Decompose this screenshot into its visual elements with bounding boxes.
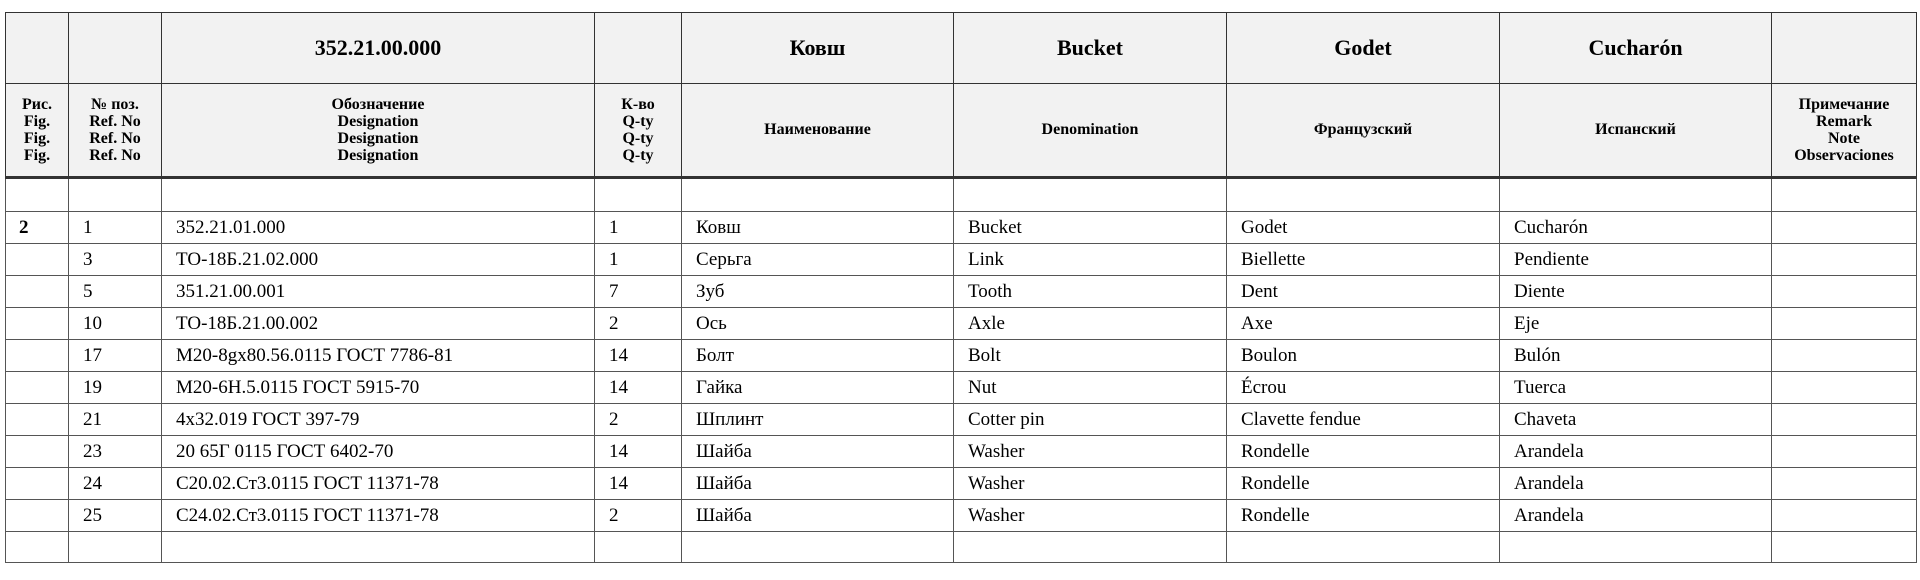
cell-name-en: Bolt — [954, 340, 1227, 372]
cell-name-ru: Серьга — [682, 244, 954, 276]
cell-qty: 14 — [595, 468, 682, 500]
cell-name-es: Arandela — [1500, 468, 1772, 500]
cell-ref: 23 — [69, 436, 162, 468]
cell-fig — [6, 436, 69, 468]
cell-name-fr: Clavette fendue — [1227, 404, 1500, 436]
col-header-designation-line: Designation — [337, 130, 419, 147]
table-row — [6, 340, 1917, 372]
cell-qty: 14 — [595, 436, 682, 468]
cell-ref: 5 — [69, 276, 162, 308]
header-empty-fig — [6, 13, 69, 84]
cell-ref: 21 — [69, 404, 162, 436]
cell-fig — [6, 372, 69, 404]
table-row — [6, 404, 1917, 436]
table-row — [6, 276, 1917, 308]
col-header-qty-line: Q-ty — [622, 130, 654, 147]
col-header-es: Испанский — [1500, 84, 1772, 178]
col-header-remark-line: Примечание — [1798, 96, 1890, 113]
cell-name-fr: Godet — [1227, 212, 1500, 244]
col-header-designation-line: Обозначение — [331, 96, 425, 113]
cell-remark — [1772, 436, 1917, 468]
cell-fig — [6, 340, 69, 372]
cell-name-ru: Шайба — [682, 500, 954, 532]
table-row — [6, 212, 1917, 244]
cell-fig — [6, 244, 69, 276]
cell-remark — [1772, 308, 1917, 340]
cell-name-ru: Болт — [682, 340, 954, 372]
cell-name-fr: Boulon — [1227, 340, 1500, 372]
cell-name-es: Arandela — [1500, 436, 1772, 468]
col-header-remark-line: Note — [1828, 130, 1860, 147]
cell-name-es: Diente — [1500, 276, 1772, 308]
cell-name-en: Bucket — [954, 212, 1227, 244]
cell-name-en: Washer — [954, 436, 1227, 468]
col-header-remark-line: Remark — [1816, 113, 1872, 130]
cell-ref: 10 — [69, 308, 162, 340]
cell-designation: М20-8gх80.56.0115 ГОСТ 7786-81 — [162, 340, 595, 372]
cell-ref: 3 — [69, 244, 162, 276]
header-name-ru: Ковш — [682, 13, 954, 84]
cell-qty: 2 — [595, 308, 682, 340]
cell-remark — [1772, 244, 1917, 276]
cell-name-fr: Écrou — [1227, 372, 1500, 404]
cell-fig — [6, 308, 69, 340]
cell-remark — [1772, 340, 1917, 372]
cell-remark — [1772, 212, 1917, 244]
cell-qty: 2 — [595, 500, 682, 532]
col-header-remark — [1772, 84, 1917, 178]
header-empty-qty — [595, 13, 682, 84]
cell-name-es: Tuerca — [1500, 372, 1772, 404]
header-row-top — [6, 13, 1917, 84]
col-header-remark-line: Observaciones — [1794, 147, 1894, 164]
col-header-ref-line: № поз. — [91, 96, 139, 113]
cell-ref: 1 — [69, 212, 162, 244]
cell-name-es: Pendiente — [1500, 244, 1772, 276]
cell-name-es: Chaveta — [1500, 404, 1772, 436]
cell-name-fr: Rondelle — [1227, 436, 1500, 468]
parts-table — [5, 12, 1917, 563]
cell-fig — [6, 276, 69, 308]
cell-qty: 14 — [595, 340, 682, 372]
cell-name-ru: Ковш — [682, 212, 954, 244]
col-header-ref-line: Ref. No — [89, 147, 141, 164]
header-empty-remark — [1772, 13, 1917, 84]
cell-name-fr: Biellette — [1227, 244, 1500, 276]
cell-designation: 4х32.019 ГОСТ 397-79 — [162, 404, 595, 436]
cell-name-en: Cotter pin — [954, 404, 1227, 436]
col-header-fig-line: Fig. — [23, 147, 51, 164]
cell-name-en: Link — [954, 244, 1227, 276]
table-row — [6, 372, 1917, 404]
cell-ref: 24 — [69, 468, 162, 500]
cell-name-en: Tooth — [954, 276, 1227, 308]
cell-name-en: Nut — [954, 372, 1227, 404]
cell-qty: 1 — [595, 244, 682, 276]
cell-name-es: Eje — [1500, 308, 1772, 340]
cell-name-ru: Шайба — [682, 468, 954, 500]
parts-table-body — [6, 178, 1917, 563]
cell-name-es: Arandela — [1500, 500, 1772, 532]
cell-remark — [1772, 404, 1917, 436]
col-header-qty-line: Q-ty — [622, 113, 654, 130]
cell-name-fr: Rondelle — [1227, 500, 1500, 532]
col-header-fig-line: Fig. — [23, 113, 51, 130]
cell-name-fr: Rondelle — [1227, 468, 1500, 500]
cell-designation: ТО-18Б.21.02.000 — [162, 244, 595, 276]
col-header-en: Denomination — [954, 84, 1227, 178]
col-header-fr: Французский — [1227, 84, 1500, 178]
cell-qty: 2 — [595, 404, 682, 436]
cell-qty: 1 — [595, 212, 682, 244]
cell-name-fr: Axe — [1227, 308, 1500, 340]
cell-name-ru: Шплинт — [682, 404, 954, 436]
cell-fig — [6, 500, 69, 532]
cell-name-en: Washer — [954, 468, 1227, 500]
header-name-en: Bucket — [954, 13, 1227, 84]
cell-name-fr: Dent — [1227, 276, 1500, 308]
cell-ref: 25 — [69, 500, 162, 532]
cell-name-ru: Ось — [682, 308, 954, 340]
table-row — [6, 468, 1917, 500]
table-row — [6, 244, 1917, 276]
col-header-ref-line: Ref. No — [89, 113, 141, 130]
col-header-designation-line: Designation — [337, 147, 419, 164]
table-row-blank — [6, 178, 1917, 212]
col-header-ref — [69, 84, 162, 178]
cell-designation: 352.21.01.000 — [162, 212, 595, 244]
cell-qty: 7 — [595, 276, 682, 308]
header-name-fr: Godet — [1227, 13, 1500, 84]
cell-remark — [1772, 276, 1917, 308]
cell-qty: 14 — [595, 372, 682, 404]
col-header-designation — [162, 84, 595, 178]
cell-remark — [1772, 372, 1917, 404]
cell-name-ru: Зуб — [682, 276, 954, 308]
cell-designation: М20-6Н.5.0115 ГОСТ 5915-70 — [162, 372, 595, 404]
cell-ref: 19 — [69, 372, 162, 404]
cell-designation: ТО-18Б.21.00.002 — [162, 308, 595, 340]
cell-name-es: Cucharón — [1500, 212, 1772, 244]
col-header-ref-line: Ref. No — [89, 130, 141, 147]
cell-name-ru: Шайба — [682, 436, 954, 468]
col-header-fig-line: Рис. — [21, 96, 53, 113]
cell-ref: 17 — [69, 340, 162, 372]
col-header-fig — [6, 84, 69, 178]
header-name-es: Cucharón — [1500, 13, 1772, 84]
header-empty-ref — [69, 13, 162, 84]
table-row — [6, 500, 1917, 532]
col-header-fig-line: Fig. — [23, 130, 51, 147]
table-row — [6, 308, 1917, 340]
header-designation-code: 352.21.00.000 — [162, 13, 595, 84]
cell-name-en: Washer — [954, 500, 1227, 532]
col-header-qty — [595, 84, 682, 178]
cell-designation: С24.02.Ст3.0115 ГОСТ 11371-78 — [162, 500, 595, 532]
cell-name-es: Bulón — [1500, 340, 1772, 372]
cell-fig: 2 — [6, 212, 69, 244]
cell-remark — [1772, 468, 1917, 500]
col-header-qty-line: Q-ty — [622, 147, 654, 164]
col-header-qty-line: К-во — [621, 96, 655, 113]
cell-fig — [6, 404, 69, 436]
cell-fig — [6, 468, 69, 500]
cell-name-ru: Гайка — [682, 372, 954, 404]
col-header-ru: Наименование — [682, 84, 954, 178]
header-row-columns — [6, 84, 1917, 178]
cell-designation: С20.02.Ст3.0115 ГОСТ 11371-78 — [162, 468, 595, 500]
table-row-blank — [6, 532, 1917, 563]
cell-remark — [1772, 500, 1917, 532]
table-row — [6, 436, 1917, 468]
cell-designation: 20 65Г 0115 ГОСТ 6402-70 — [162, 436, 595, 468]
cell-designation: 351.21.00.001 — [162, 276, 595, 308]
col-header-designation-line: Designation — [337, 113, 419, 130]
cell-name-en: Axle — [954, 308, 1227, 340]
